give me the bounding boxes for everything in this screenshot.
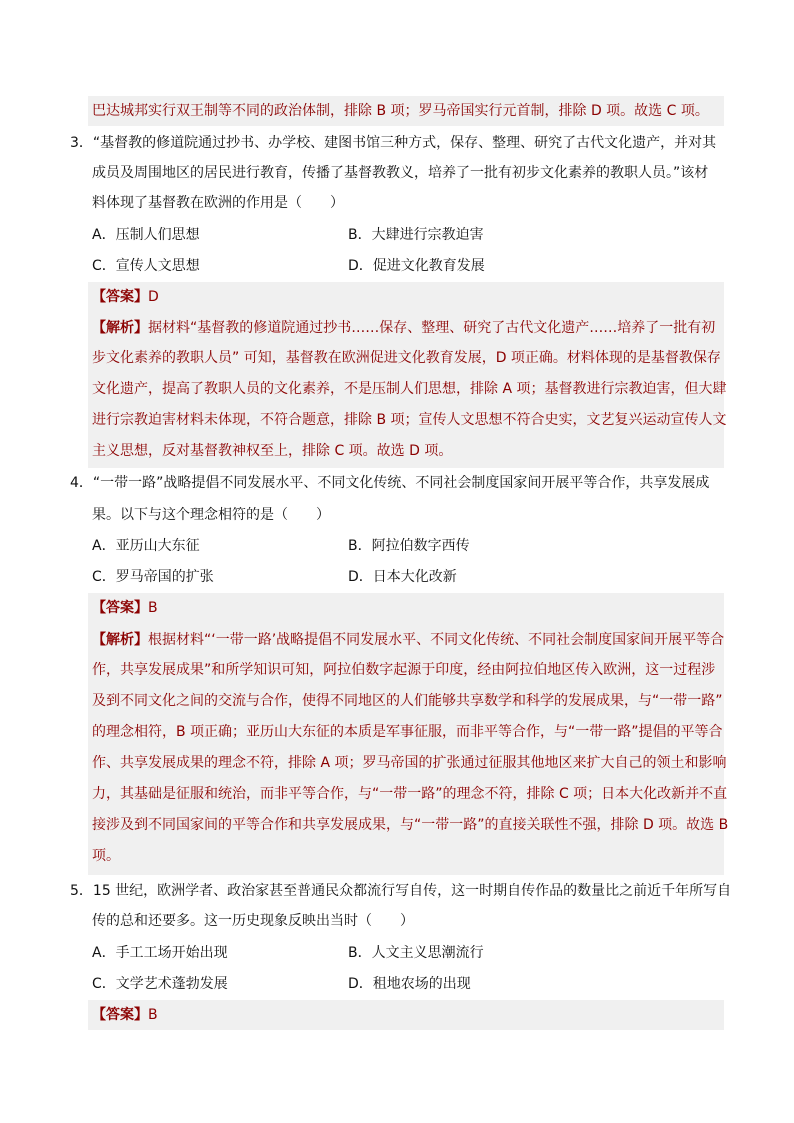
q3-answer-value: D xyxy=(148,289,159,305)
q4-analysis-line-4: 的理念相符，B 项正确；亚历山大东征的本质是军事征服，而非平等合作，与“一带一路”提倡的平等合 xyxy=(92,724,723,740)
q3-analysis-line-1 xyxy=(92,313,715,343)
q3-option-c[interactable]: C．宣传人文思想 xyxy=(92,258,200,274)
q4-answer xyxy=(92,593,158,623)
q5-answer xyxy=(92,1000,158,1030)
q5-option-b[interactable]: B．人文主义思潮流行 xyxy=(348,945,484,961)
q4-analysis-line-6: 力，其基础是征服和统治，而非平等合作，与“一带一路”的理念不符，排除 C 项；日本大化改新并不直 xyxy=(92,786,728,802)
q4-option-c[interactable]: C．罗马帝国的扩张 xyxy=(92,569,214,585)
q3-answer xyxy=(92,282,159,312)
q4-analysis-line-3: 及到不同文化之间的交流与合作，使得不同地区的人们能够共享数学和科学的发展成果，与“一带一路” xyxy=(92,693,723,709)
q3-analysis-label: 【解析】 xyxy=(92,320,148,336)
q4-option-a[interactable]: A．亚历山大东征 xyxy=(92,538,200,554)
q3-option-b[interactable]: B．大肆进行宗教迫害 xyxy=(348,227,484,243)
q5-answer-block xyxy=(88,1000,724,1030)
q5-stem-line-2: 传的总和还要多。这一历史现象反映出当时（ ） xyxy=(92,913,414,929)
q3-analysis-line-3: 文化遗产，提高了教职人员的文化素养，不是压制人们思想，排除 A 项；基督教进行宗教迫害，但大肆 xyxy=(92,381,727,397)
q3-analysis-line-2: 步文化素养的教职人员” 可知，基督教在欧洲促进文化教育发展，D 项正确。材料体现的是基督教保存 xyxy=(92,350,721,366)
q4-analysis-line-8: 项。 xyxy=(92,848,120,864)
prev-analysis-text: 巴达城邦实行双王制等不同的政治体制，排除 B 项；罗马帝国实行元首制，排除 D 项。故选 C 项。 xyxy=(92,103,709,119)
q3-stem-line-2: 成员及周围地区的居民进行教育，传播了基督教教义，培养了一批有初步文化素养的教职人员。”该材 xyxy=(92,165,709,181)
q4-analysis-line-5: 作、共享发展成果的理念不符，排除 A 项；罗马帝国的扩张通过征服其他地区来扩大自己的领土和影响 xyxy=(92,755,727,771)
q4-stem-line-1: 4．“一带一路”战略提倡不同发展水平、不同文化传统、不同社会制度国家间开展平等合作，共享发展成 xyxy=(70,475,710,491)
q4-analysis-line-7: 接涉及到不同国家间的平等合作和共享发展成果，与“一带一路”的直接关联性不强，排除 D 项。故选 B xyxy=(92,817,729,833)
q5-option-c[interactable]: C．文学艺术蓬勃发展 xyxy=(92,976,228,992)
q4-stem-line-2: 果。以下与这个理念相符的是（ ） xyxy=(92,507,330,523)
q3-stem-line-1: 3．“基督教的修道院通过抄书、办学校、建图书馆三种方式，保存、整理、研究了古代文化遗产，并对其 xyxy=(70,135,717,151)
q4-analysis-line-2: 作，共享发展成果”和所学知识可知，阿拉伯数字起源于印度，经由阿拉伯地区传入欧洲，这一过程涉 xyxy=(92,662,716,678)
q5-answer-value: B xyxy=(148,1007,158,1023)
q3-option-a[interactable]: A．压制人们思想 xyxy=(92,227,200,243)
q3-analysis-line-4: 进行宗教迫害材料未体现，不符合题意，排除 B 项；宣传人文思想不符合史实，文艺复兴运动宣传人文 xyxy=(92,412,727,428)
q5-option-a[interactable]: A．手工工场开始出现 xyxy=(92,945,228,961)
q4-option-d[interactable]: D．日本大化改新 xyxy=(348,569,457,585)
q4-option-b[interactable]: B．阿拉伯数字西传 xyxy=(348,538,470,554)
q3-analysis-text-1: 据材料“基督教的修道院通过抄书……保存、整理、研究了古代文化遗产……培养了一批有初 xyxy=(148,320,716,336)
q3-option-d[interactable]: D．促进文化教育发展 xyxy=(348,258,485,274)
q3-stem-line-3: 料体现了基督教在欧洲的作用是（ ） xyxy=(92,195,344,211)
q5-stem-line-1: 5．15 世纪，欧洲学者、政治家甚至普通民众都流行写自传，这一时期自传作品的数量比之前近千年所写自 xyxy=(70,883,732,899)
q4-analysis-label: 【解析】 xyxy=(92,632,148,648)
q4-analysis-line-1 xyxy=(92,625,724,655)
q3-analysis-line-5: 主义思想，反对基督教神权至上，排除 C 项。故选 D 项。 xyxy=(92,443,453,459)
q4-analysis-text-1: 根据材料“‘一带一路’战略提倡不同发展水平、不同文化传统、不同社会制度国家间开展平等合 xyxy=(148,632,725,648)
q3-answer-label: 【答案】 xyxy=(92,289,148,305)
q5-option-d[interactable]: D．租地农场的出现 xyxy=(348,976,471,992)
q4-answer-value: B xyxy=(148,600,158,616)
q4-answer-label: 【答案】 xyxy=(92,600,148,616)
q5-answer-label: 【答案】 xyxy=(92,1007,148,1023)
